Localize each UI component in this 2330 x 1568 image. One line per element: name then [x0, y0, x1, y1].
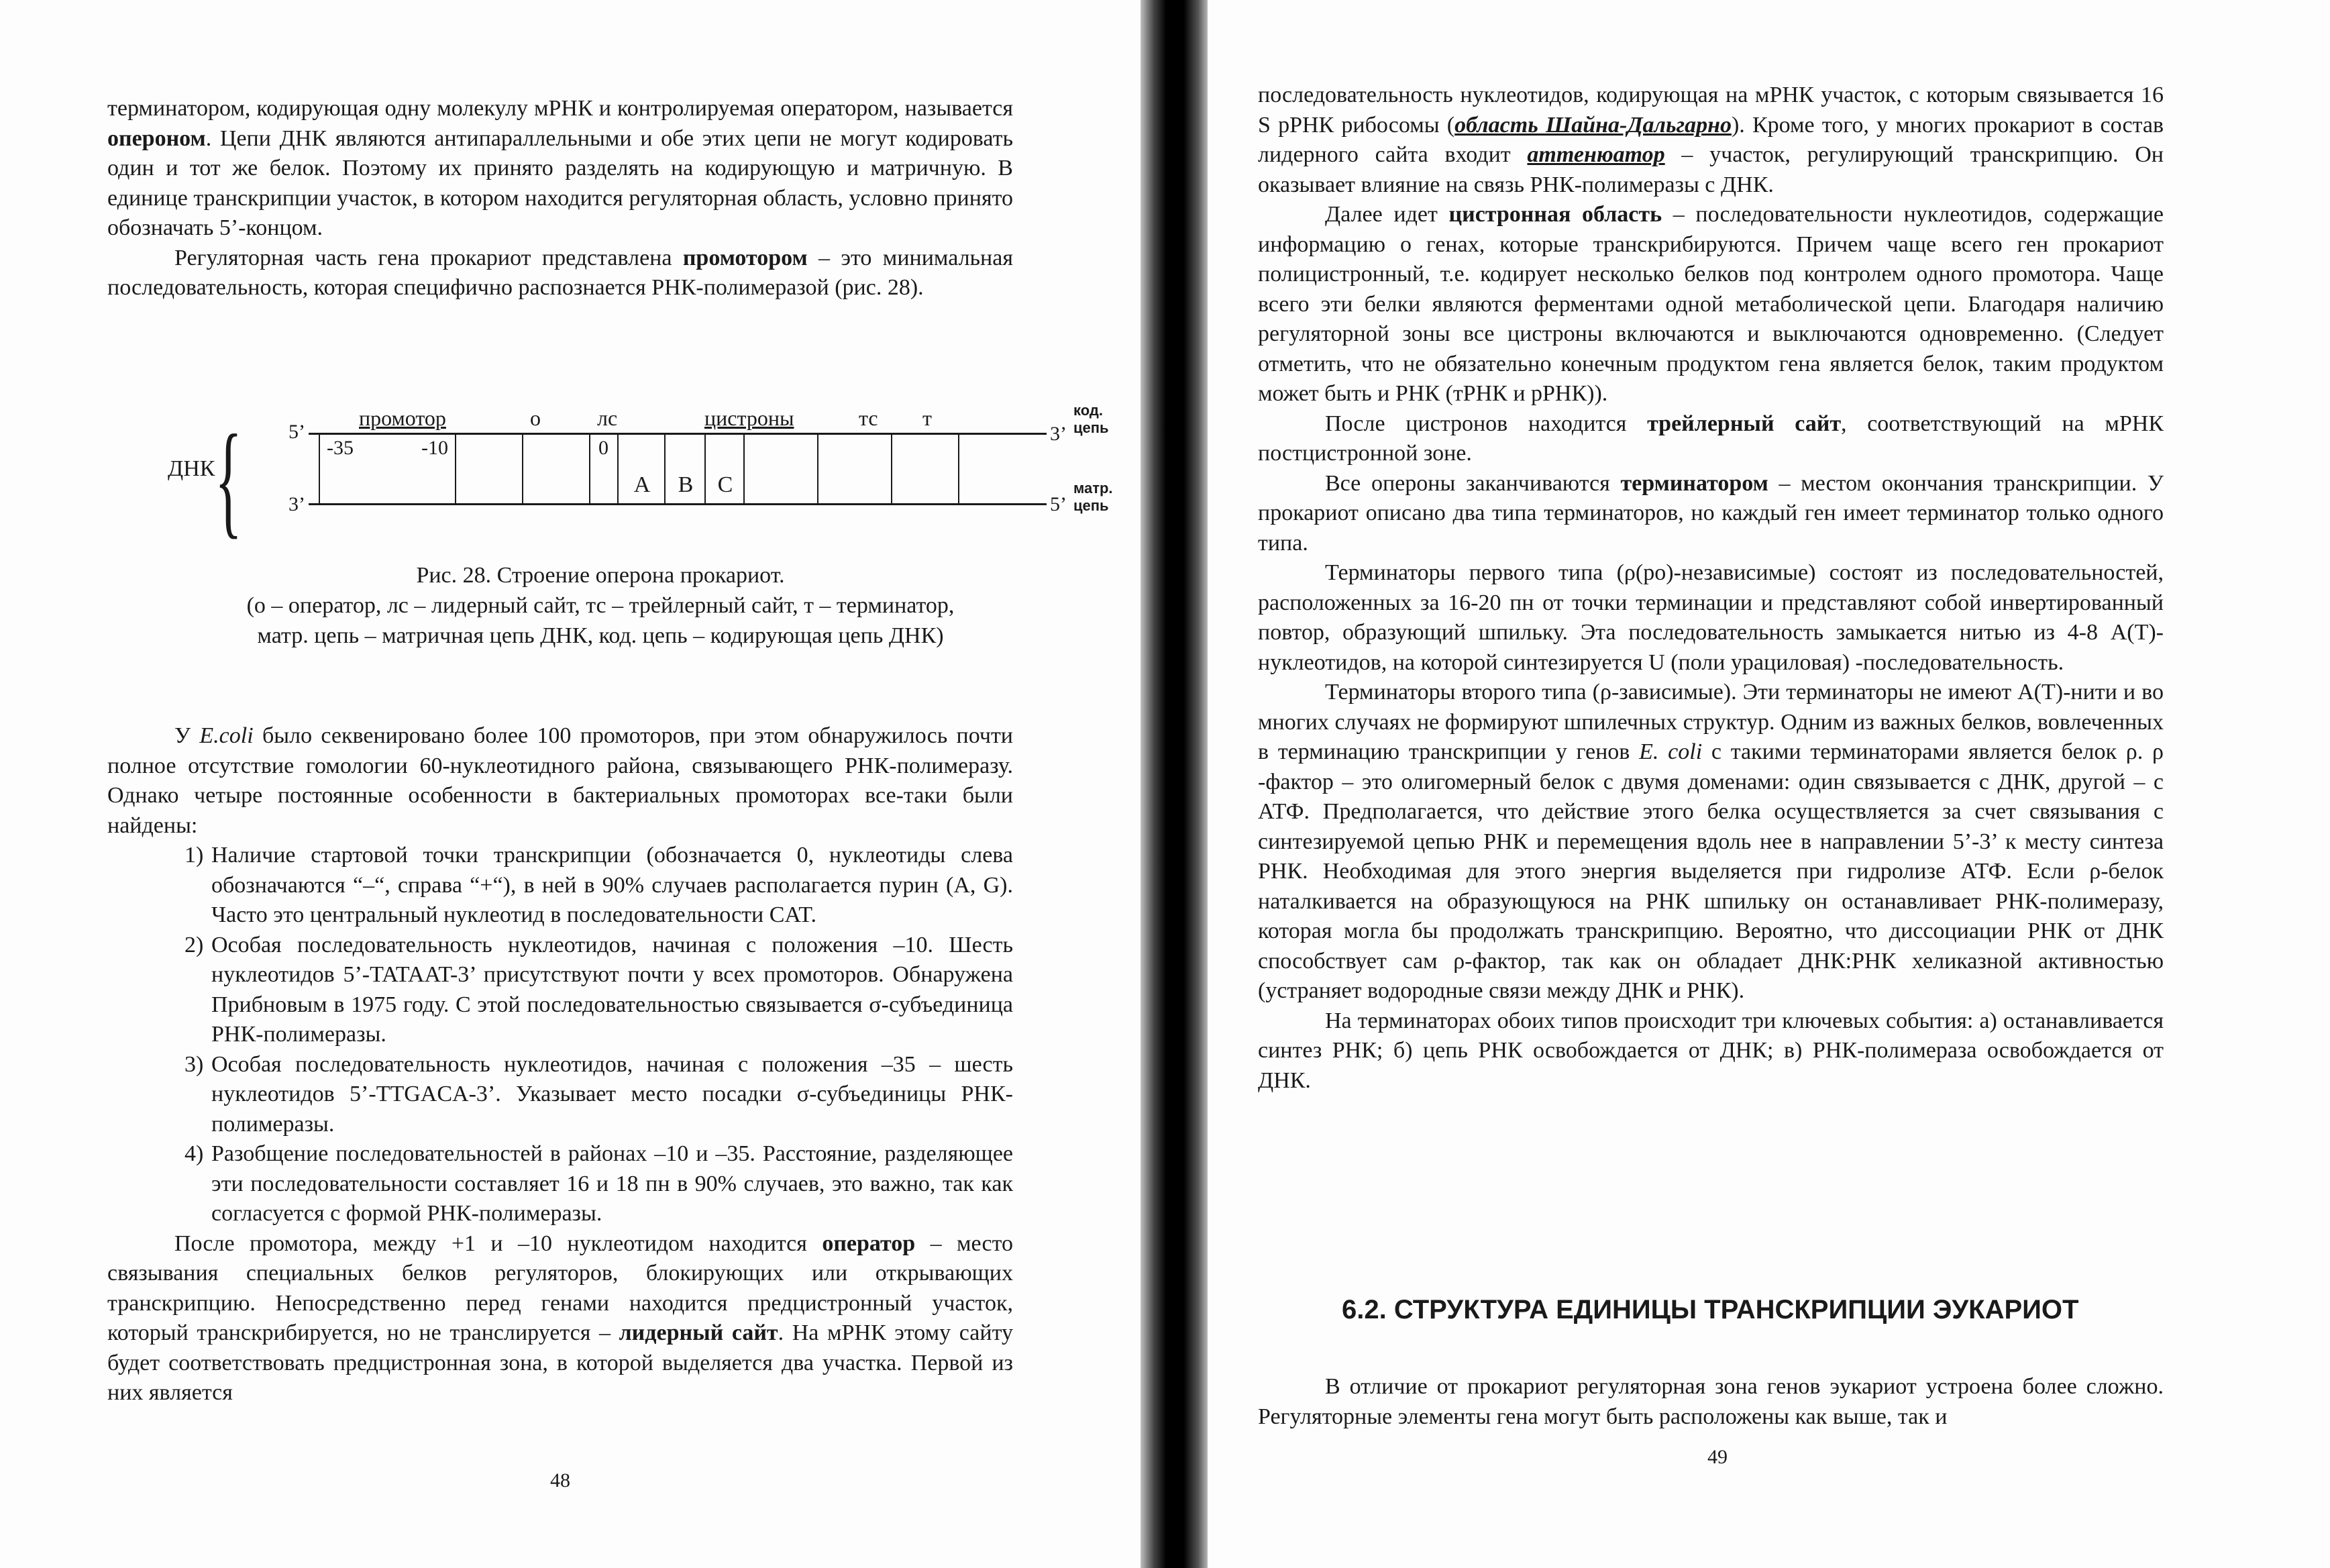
caption-line-3: матр. цепь – матричная цепь ДНК, код. цепь – кодирующая цепь ДНК) — [257, 623, 944, 648]
end-3-top: 3’ — [1050, 423, 1067, 445]
seg-operator: о — [530, 406, 541, 430]
cell-terminator — [891, 433, 959, 503]
term-trailer-site: трейлерный сайт — [1647, 411, 1842, 436]
book-gutter-shadow — [1134, 0, 1214, 1568]
segment-labels — [309, 406, 1047, 433]
term-terminator: терминатором — [1620, 470, 1768, 496]
cell-leader-b: 0 — [589, 433, 619, 503]
operon-cells — [309, 433, 1047, 503]
term-attenuator: аттенюатор — [1527, 142, 1665, 167]
seg-promoter: промотор — [359, 406, 446, 430]
caption-line-2: (о – оператор, лс – лидерный сайт, тс – трейлерный сайт, т – терминатор, — [246, 593, 955, 618]
seg-cistrons: цистроны — [704, 406, 794, 430]
page-number-right: 49 — [1707, 1446, 1728, 1468]
paragraph-terminator-type2: Терминаторы второго типа (ρ-зависимые). Эти терминаторы не имеют A(T)-нити и во многих случаях не формируют шпилечных структур. Одним из важных белков, вовлеченных в терминацию транскрипции у генов E. coli с такими терминаторами является белок ρ. ρ -фактор – это олигомерный белок с двумя доменами: один связывается с ДНК, другой – с АТФ. Предполагается, что действие этого белка осуществляется за счет связывания с синтезируемой цепью РНК и перемещения вдоль нее в направлении 5’-3’ к месту синтеза РНК. Необходимая для этого энергия выделяется при гидролизе АТФ. Если ρ-белок наталкивается на образующуюся на РНК шпильку он останавливает РНК-полимеразу, которая могла бы продолжать транскрипцию. Вероятно, что диссоциации РНК от ДНК способствует сам ρ-фактор, так как он обладает ДНК:РНК хеликазной активностью (устраняет водородные связи между ДНК и РНК). — [1258, 680, 2164, 1003]
figure-caption — [154, 560, 1047, 651]
brace-icon: { — [215, 409, 243, 550]
seg-terminator: т — [922, 406, 932, 430]
term-operator: оператор — [822, 1231, 916, 1256]
paragraph-eukaryote: В отличие от прокариот регуляторная зона генов эукариот устроена более сложно. Регуляторные элементы гена могут быть расположены как выше, так и — [1258, 1374, 2164, 1429]
section-heading: 6.2. СТРУКТУРА ЕДИНИЦЫ ТРАНСКРИПЦИИ ЭУКАРИОТ — [1342, 1295, 2079, 1324]
caption-title: Рис. 28. Строение оперона прокариот. — [416, 563, 785, 588]
seg-trailer-site: тс — [859, 406, 878, 430]
term-shine-dalgarno: область Шайна-Дальгарно — [1454, 112, 1732, 138]
cell-leader-a — [522, 433, 590, 503]
right-page — [1208, 0, 2330, 1568]
template-strand-label: матр. цепь — [1073, 480, 1113, 514]
term-operon: опероном — [107, 125, 206, 151]
paragraph-leader-site: последовательность нуклеотидов, кодирующая на мРНК участок, с которым связывается 16 S рРНК рибосомы (область Шайна-Дальгарно). Кроме того, у многих прокариот в состав лидерного сайта входит аттенюатор – участок, регулирующий транскрипцию. Он оказывает влияние на связь РНК-полимеразы с ДНК. — [1258, 83, 2164, 197]
paragraph-operon: терминатором, кодирующая одну молекулу мРНК и контролируемая оператором, называется опероном. Цепи ДНК являются антипараллельными и обе этих цепи не могут кодировать один и тот же белок. Поэтому их принято разделять на кодирующую и матричную. В единице транскрипции участок, в котором находится регуляторная область, условно принято обозначать 5’-концом. — [107, 96, 1013, 240]
cell-operator — [455, 433, 523, 503]
operon-diagram — [168, 393, 1113, 550]
cell-end — [958, 433, 959, 503]
promoter-features-list — [107, 841, 1013, 1229]
paragraph-operator: После промотора, между +1 и –10 нуклеотидом находится оператор – место связывания специальных белков регуляторов, блокирующих или открывающих транскрипцию. Непосредственно перед генами находится предцистронный участок, который транскрибируется, но не транслируется – лидерный сайт. На мРНК этому сайту будет соответствовать предцистронная зона, в которой выделяется два участка. Первой из них является — [107, 1231, 1014, 1405]
cell-cistron-a: A — [617, 433, 666, 503]
end-5-bottom: 5’ — [1050, 493, 1067, 515]
template-strand-line — [309, 503, 1047, 505]
end-3-bottom: 3’ — [288, 493, 305, 515]
term-cistron-region: цистронная область — [1448, 202, 1662, 227]
paragraph-ecoli: У E.coli было секвенировано более 100 промоторов, при этом обнаружилось почти полное отсутствие гомологии 60-нуклеотидного района, связывающего РНК-полимеразу. Однако четыре постоянные особенности в бактериальных промоторах все-таки были найдены: — [107, 723, 1014, 838]
paragraph-key-events: На терминаторах обоих типов происходит три ключевых события: а) останавливается синтез РНК; б) цепь РНК освобождается от ДНК; в) РНК-полимераза освобождается от ДНК. — [1258, 1008, 2164, 1093]
paragraph-cistron-region: Далее идет цистронная область – последовательности нуклеотидов, содержащие информацию о генах, которые транскрибируются. Причем чаще всего ген прокариот полицистронный, т.е. кодирует несколько белков под контролем одного промотора. Чаще всего эти белки являются ферментами одной метаболической цепи. Благодаря наличию регуляторной зоны все цистроны включаются и выключаются одновременно. (Следует отметить, что не обязательно конечным продуктом гена является белок, таким продуктом может быть и РНК (тРНК и рРНК)). — [1258, 202, 2164, 406]
right-text-bottom — [1258, 1372, 2164, 1432]
cell-cistron-end — [743, 433, 818, 503]
list-item: 4) Разобщение последовательностей в районах –10 и –35. Расстояние, разделяющее эти последовательности составляет 16 и 18 пн в 90% случаев, это важно, так как согласуется с формой РНК-полимеразы. — [184, 1141, 1013, 1226]
paragraph-trailer-site: После цистронов находится трейлерный сайт, соответствующий на мРНК постцистронной зоне. — [1258, 411, 2164, 466]
left-page — [0, 0, 1141, 1568]
list-item: 2) Особая последовательность нуклеотидов, начиная с положения –10. Шесть нуклеотидов 5’-TATAAT-3’ присутствуют почти у всех промоторов. Обнаружена Прибновым в 1975 году. С этой последовательностью связывается σ-субъединица РНК-полимеразы. — [184, 932, 1013, 1047]
cell-cistron-c: C — [704, 433, 745, 503]
term-promoter: промотором — [682, 245, 808, 270]
right-text-top — [1258, 81, 2164, 1096]
cell-minus10: -10 — [421, 437, 448, 459]
list-item: 3) Особая последовательность нуклеотидов, начиная с положения –35 – шесть нуклеотидов 5’-TTGACA-3’. Указывает место посадки σ-субъединицы РНК-полимеразы. — [184, 1051, 1013, 1137]
page-number-left: 48 — [550, 1469, 570, 1492]
cell-trailer — [817, 433, 892, 503]
coding-strand-label: код. цепь — [1073, 402, 1109, 436]
cell-minus35: -35 — [319, 433, 389, 503]
end-5-top: 5’ — [288, 421, 305, 443]
dna-label: ДНК — [168, 456, 215, 481]
paragraph-promoter: Регуляторная часть гена прокариот представлена промотором – это минимальная последовательность, которая специфично распознается РНК-полимеразой (рис. 28). — [107, 245, 1013, 300]
cell-cistron-b: B — [664, 433, 706, 503]
paragraph-terminator-type1: Терминаторы первого типа (ρ(ро)-независимые) состоят из последовательностей, расположенных за 16-20 пн от точки терминации и представляют собой инвертированный повтор, образующий шпильку. Эта последовательность замыкается нитью из 4-8 A(T)-нуклеотидов, на которой синтезируется U (поли урациловая) -последовательность. — [1258, 560, 2164, 675]
left-text-top — [107, 94, 1013, 303]
paragraph-terminator: Все опероны заканчиваются терминатором – местом окончания транскрипции. У прокариот описано два типа терминаторов, но каждый ген имеет терминатор только одного типа. — [1258, 470, 2164, 556]
term-leader-site: лидерный сайт — [619, 1320, 778, 1345]
list-item: 1) Наличие стартовой точки транскрипции (обозначается 0, нуклеотиды слева обозначаются “–“, справа “+“), в ней в 90% случаев располагается пурин (A, G). Часто это центральный нуклеотид в последовательности CAT. — [184, 843, 1013, 927]
left-text-bottom — [107, 721, 1013, 1408]
seg-leader-site: лс — [597, 406, 618, 430]
